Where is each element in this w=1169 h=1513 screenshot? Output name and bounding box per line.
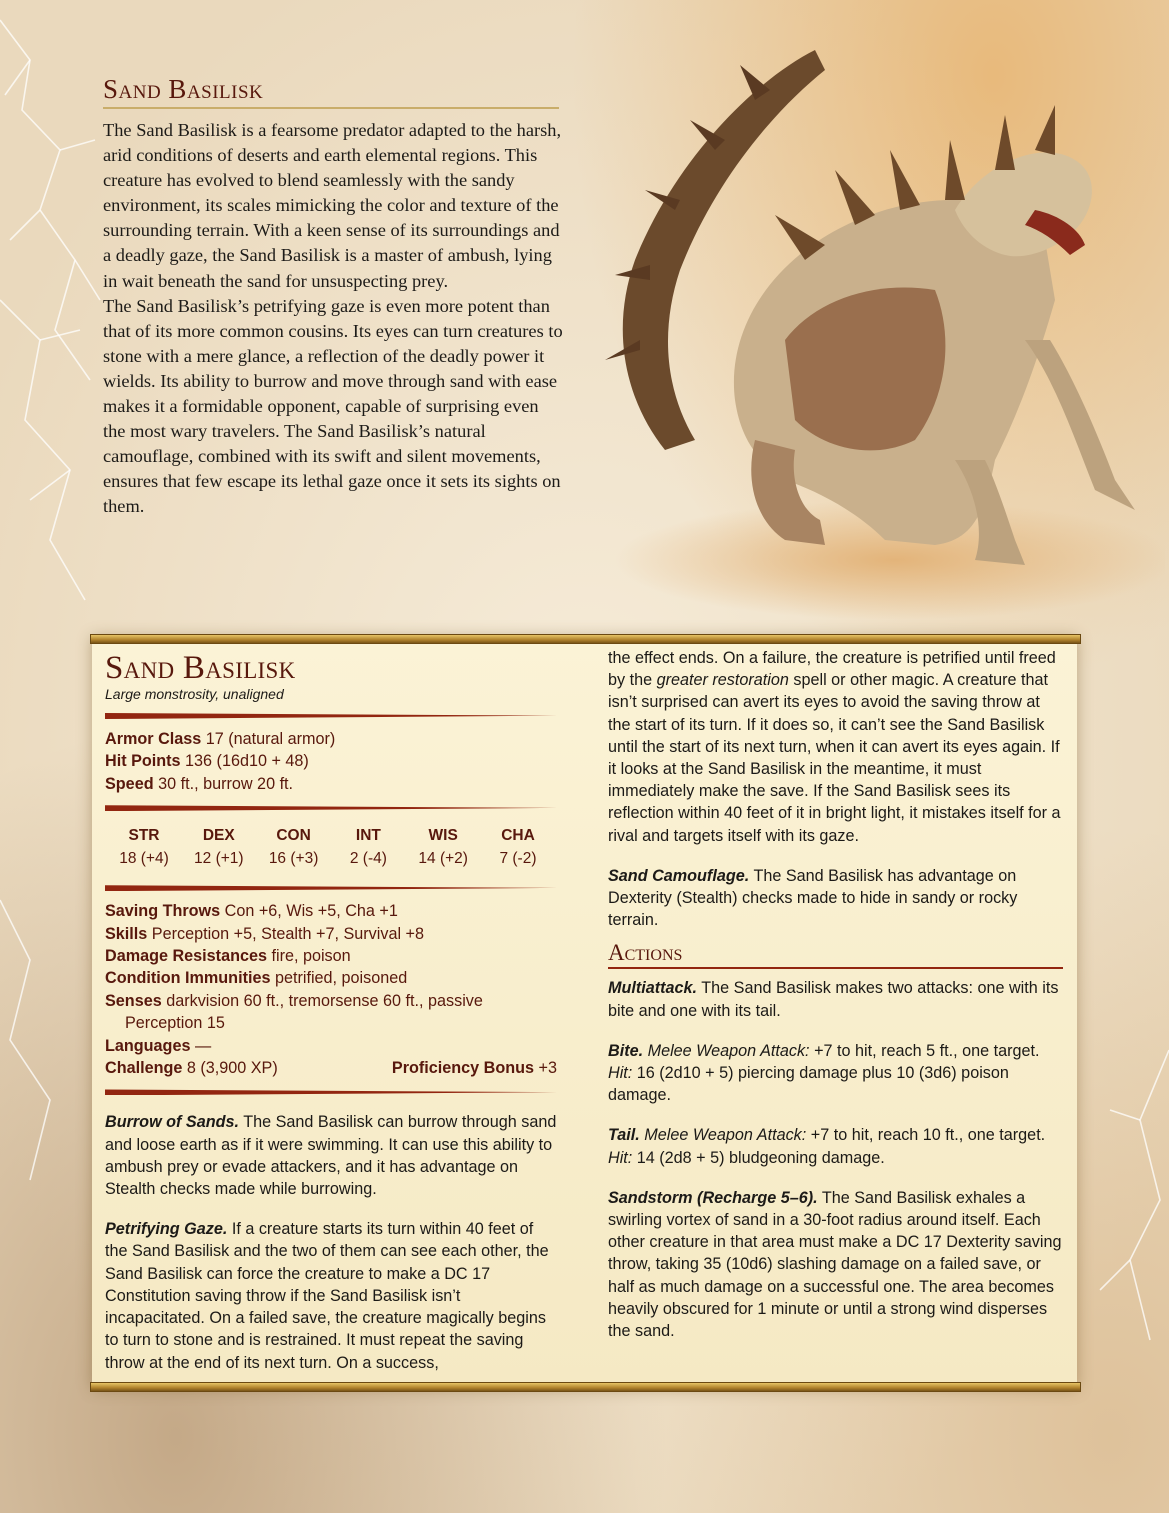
ability-int: INT 2 (-4) xyxy=(349,827,387,868)
page-title: Sand Basilisk xyxy=(103,74,559,109)
armor-class: Armor Class 17 (natural armor) xyxy=(105,730,336,748)
challenge-row xyxy=(105,1057,557,1079)
tapered-rule xyxy=(105,1089,557,1095)
stat-block-top-border xyxy=(90,634,1081,644)
stat-block-right-column xyxy=(608,647,1063,1360)
stat-block xyxy=(92,637,1077,1389)
tapered-rule xyxy=(105,805,557,811)
sand-basilisk-illustration xyxy=(555,40,1165,620)
ability-scores xyxy=(105,820,557,875)
tapered-rule xyxy=(105,885,557,891)
action-bite: Bite. Melee Weapon Attack: +7 to hit, reach 5 ft., one target. Hit: 16 (2d10 + 5) piercing damage plus 10 (3d6) poison damage. xyxy=(608,1041,1040,1105)
ability-wis: WIS 14 (+2) xyxy=(418,827,468,868)
saving-throws: Saving Throws Con +6, Wis +5, Cha +1 xyxy=(105,902,398,921)
intro-text xyxy=(103,118,563,520)
skills: Skills Perception +5, Stealth +7, Survival +8 xyxy=(105,924,425,943)
creature-name: Sand Basilisk xyxy=(105,650,296,686)
ability-cha: CHA 7 (-2) xyxy=(499,827,537,868)
stat-block-bottom-border xyxy=(90,1382,1081,1392)
damage-resistances: Damage Resistances fire, poison xyxy=(105,947,351,966)
languages: Languages — xyxy=(105,1036,212,1055)
ability-str: STR 18 (+4) xyxy=(119,827,169,868)
action-sandstorm: Sandstorm (Recharge 5–6). The Sand Basilisk exhales a swirling vortex of sand in a 30-foot radius around itself. Each other creature in that area must make a DC 17 Dexterity saving throw, taking 35 (10d6) slashing damage on a failed save, or half as much damage on a successful one. The area becomes heavily obscured for 1 minute or until a strong wind disperses the sand. xyxy=(608,1188,1062,1341)
actions-heading: Actions xyxy=(608,941,1063,969)
stat-block-left-column xyxy=(105,651,557,1392)
challenge: Challenge 8 (3,900 XP) xyxy=(105,1059,278,1078)
hit-points: Hit Points 136 (16d10 + 48) xyxy=(105,752,309,771)
speed: Speed 30 ft., burrow 20 ft. xyxy=(105,774,294,793)
action-multiattack: Multiattack. The Sand Basilisk makes two attacks: one with its bite and one with its tail. xyxy=(608,979,1059,1020)
action-tail: Tail. Melee Weapon Attack: +7 to hit, reach 10 ft., one target. Hit: 14 (2d8 + 5) bludgeoning damage. xyxy=(608,1126,1046,1167)
trait-petrifying-gaze-continued: the effect ends. On a failure, the creature is petrified until freed by the greater restoration spell or other magic. A creature that isn’t surprised can avert its eyes to avoid the saving throw at the start of its turn. If it does so, it can’t see the Sand Basilisk until the start of its next turn, when it can avert its eyes again. If it looks at the Sand Basilisk in the meantime, it must immediately make the save. If the Sand Basilisk sees its reflection within 40 feet of it in bright light, it mistakes itself for a rival and targets itself with its gaze. xyxy=(608,649,1061,845)
proficiency-bonus: Proficiency Bonus +3 xyxy=(391,1059,557,1078)
condition-immunities: Condition Immunities petrified, poisoned xyxy=(105,969,408,988)
intro-paragraph-2: The Sand Basilisk’s petrifying gaze is even more potent than that of its more common cousins. Its eyes can turn creatures to stone with a mere glance, a reflection of the deadly power it wields. Its ability to burrow and move through sand with ease makes it a formidable opponent, capable of surprising even the most wary travelers. The Sand Basilisk’s natural camouflage, combined with its swift and silent movements, ensures that few escape its lethal gaze once it sets its sights on them. xyxy=(103,295,563,517)
ability-con: CON 16 (+3) xyxy=(268,827,319,868)
trait-burrow-of-sands: Burrow of Sands. The Sand Basilisk can burrow through sand and loose earth as if it were swimming. It can use this ability to ambush prey or evade attackers, and it has advantage on Stealth checks made while burrowing. xyxy=(105,1113,557,1199)
tapered-rule xyxy=(105,713,557,719)
intro-paragraph-1: The Sand Basilisk is a fearsome predator adapted to the harsh, arid conditions of deserts and earth elemental regions. This creature has evolved to blend seamlessly with the sandy environment, its scales mimicking the color and texture of the surrounding terrain. With a keen sense of its surroundings and a deadly gaze, the Sand Basilisk is a master of ambush, lying in wait beneath the sand for unsuspecting prey. xyxy=(103,120,562,291)
trait-sand-camouflage: Sand Camouflage. The Sand Basilisk has advantage on Dexterity (Stealth) checks made to hide in sandy or rocky terrain. xyxy=(608,866,1018,930)
creature-type: Large monstrosity, unaligned xyxy=(105,686,284,702)
ability-dex: DEX 12 (+1) xyxy=(194,827,244,868)
trait-petrifying-gaze: Petrifying Gaze. If a creature starts its turn within 40 feet of the Sand Basilisk and the two of them can see each other, the Sand Basilisk can force the creature to make a DC 17 Constitution saving throw if the Sand Basilisk isn’t incapacitated. On a failed save, the creature magically begins to turn to stone and is restrained. It must repeat the saving throw at the end of its next turn. On a success, xyxy=(105,1220,549,1372)
senses: Senses darkvision 60 ft., tremorsense 60 ft., passive Perception 15 xyxy=(105,991,483,1033)
